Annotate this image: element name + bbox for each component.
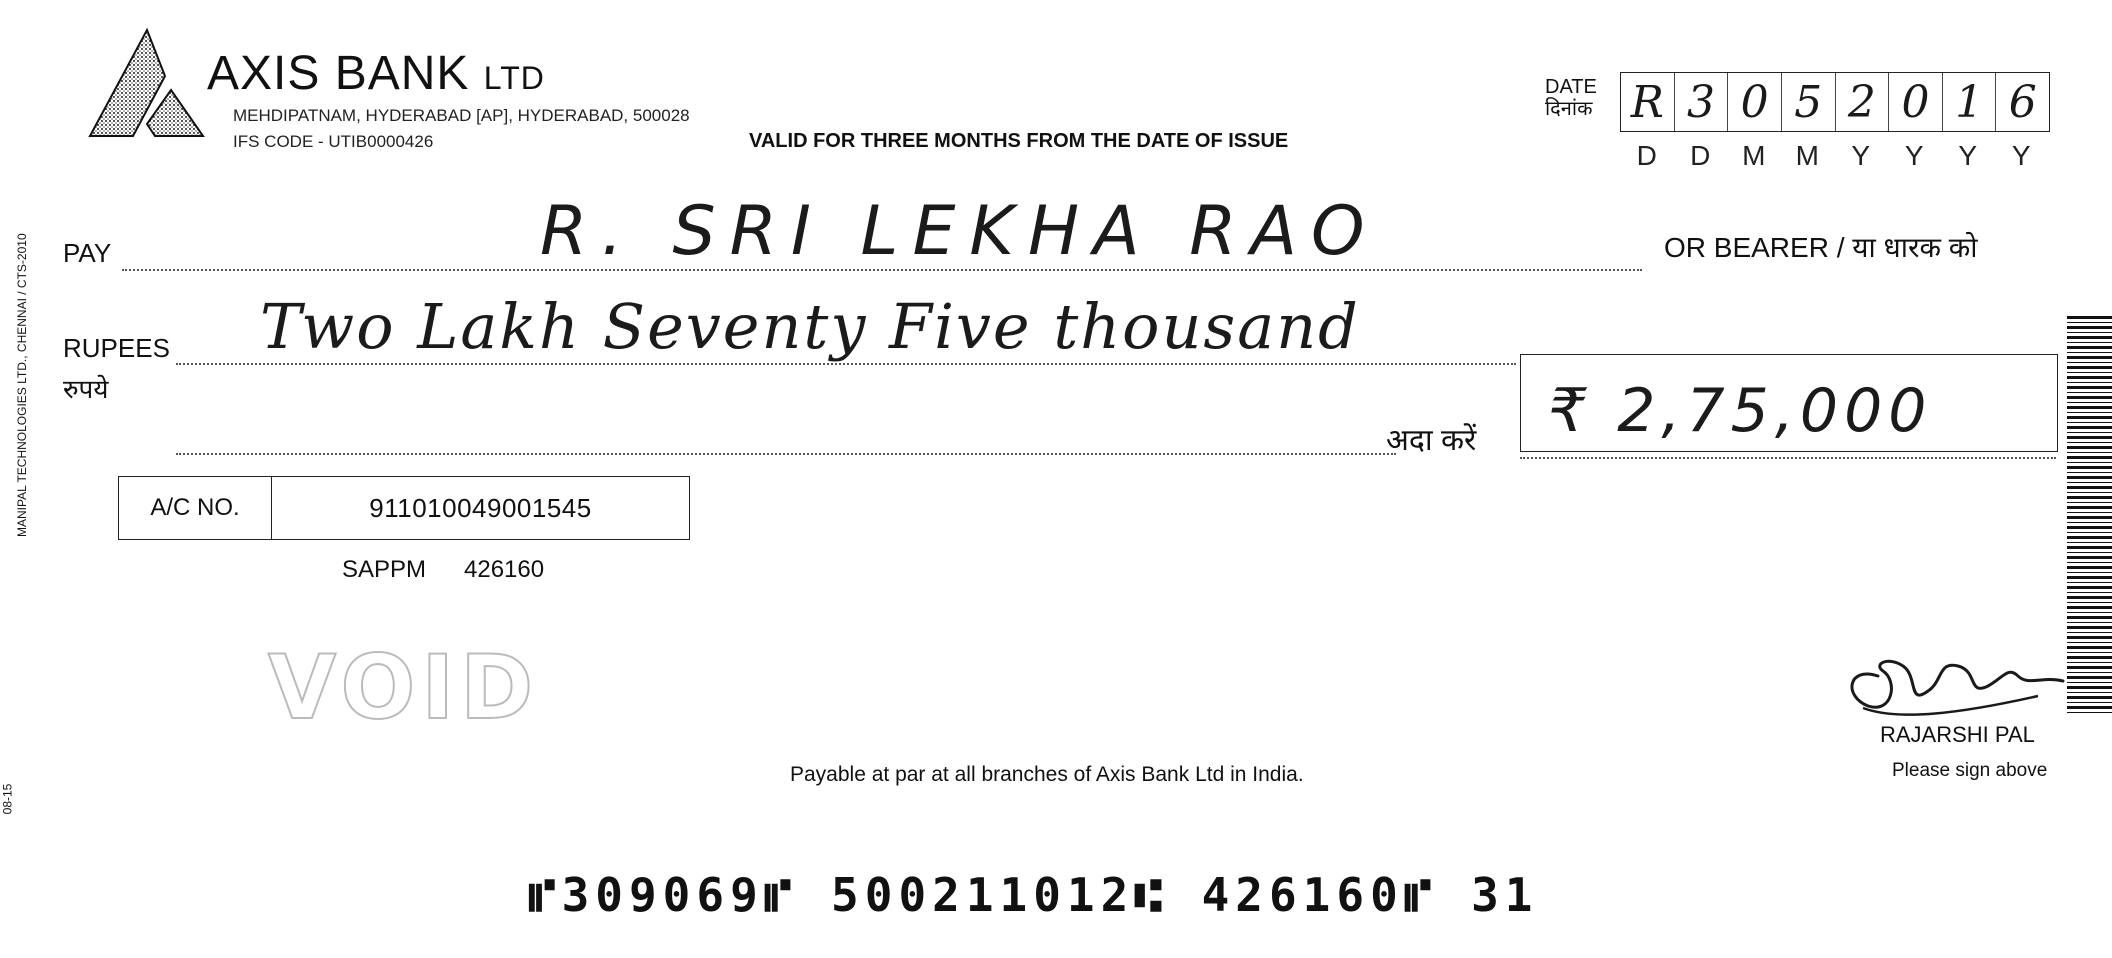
printer-imprint — [2, 233, 32, 550]
branch-address: MEHDIPATNAM, HYDERABAD [AP], HYDERABAD, 500028 — [233, 106, 690, 125]
date-digit: 0 — [1728, 73, 1782, 131]
pay-hindi-label: अदा करें — [1386, 424, 1477, 457]
date-format-char: M — [1795, 140, 1819, 171]
payee-name[interactable]: R. SRI LEKHA RAO — [540, 192, 1379, 271]
sappm-label: SAPPM — [342, 556, 427, 583]
date-digit: 5 — [1782, 73, 1836, 131]
account-number-label: A/C NO. — [119, 477, 272, 539]
form-code-text: 08-15 — [0, 783, 15, 815]
rupees-label-hindi: रुपये — [63, 374, 109, 404]
printer-imprint-text: MANIPAL TECHNOLOGIES LTD., CHENNAI / CTS-2010 — [15, 233, 29, 537]
signatory-name: RAJARSHI PAL — [1880, 722, 2035, 747]
account-number: 911010049001545 — [369, 492, 592, 523]
axis-bank-logo — [85, 28, 225, 138]
date-format-char: Y — [1904, 140, 1924, 171]
date-digit: 1 — [1943, 73, 1997, 131]
date-format-char: D — [1690, 140, 1711, 171]
account-number-box — [118, 476, 690, 540]
ifsc-code: IFS CODE - UTIB0000426 — [233, 132, 434, 151]
payable-note: Payable at par at all branches of Axis Bank Ltd in India. — [790, 763, 1304, 786]
void-watermark: VOID — [268, 636, 540, 739]
micr-line: ⑈309069⑈ 500211012⑆ 426160⑈ 31 — [528, 868, 1539, 922]
date-digit: 3 — [1675, 73, 1729, 131]
words-line-2 — [176, 450, 1396, 455]
date-digit: 2 — [1836, 73, 1890, 131]
date-field[interactable] — [1620, 72, 2050, 132]
amount-box-line — [1520, 454, 2056, 459]
sign-instruction: Please sign above — [1892, 760, 2048, 781]
rupees-label: RUPEES — [63, 333, 170, 363]
date-digit: R — [1621, 73, 1675, 131]
words-line — [176, 360, 1516, 365]
validity-note: VALID FOR THREE MONTHS FROM THE DATE OF ISSUE — [749, 130, 1289, 152]
bearer-label: OR BEARER / या धारक को — [1664, 232, 1978, 263]
date-format-char: D — [1636, 140, 1657, 171]
form-code — [0, 780, 24, 820]
date-format-char: M — [1742, 140, 1766, 171]
date-label-en: DATE — [1545, 76, 1597, 98]
amount-in-words[interactable]: Two Lakh Seventy Five thousand — [260, 290, 1360, 363]
date-digit: 6 — [2008, 76, 2037, 128]
date-format-char: Y — [1851, 140, 1871, 171]
date-format-char: Y — [1958, 140, 1978, 171]
pay-label: PAY — [63, 238, 112, 268]
date-digit: 0 — [1889, 73, 1943, 131]
sappm-code: 426160 — [464, 556, 545, 583]
date-label-hi: दिनांक — [1545, 98, 1593, 120]
date-format-hint — [1620, 140, 2048, 172]
bank-name-text: AXIS BANK — [207, 47, 470, 100]
date-label — [1545, 76, 1597, 120]
amount-figures: ₹ 2,75,000 — [1548, 376, 1933, 446]
bank-name-suffix: LTD — [483, 60, 545, 96]
bank-name — [207, 46, 545, 101]
signature-scribble — [1838, 636, 2078, 726]
date-format-char: Y — [2011, 140, 2031, 171]
